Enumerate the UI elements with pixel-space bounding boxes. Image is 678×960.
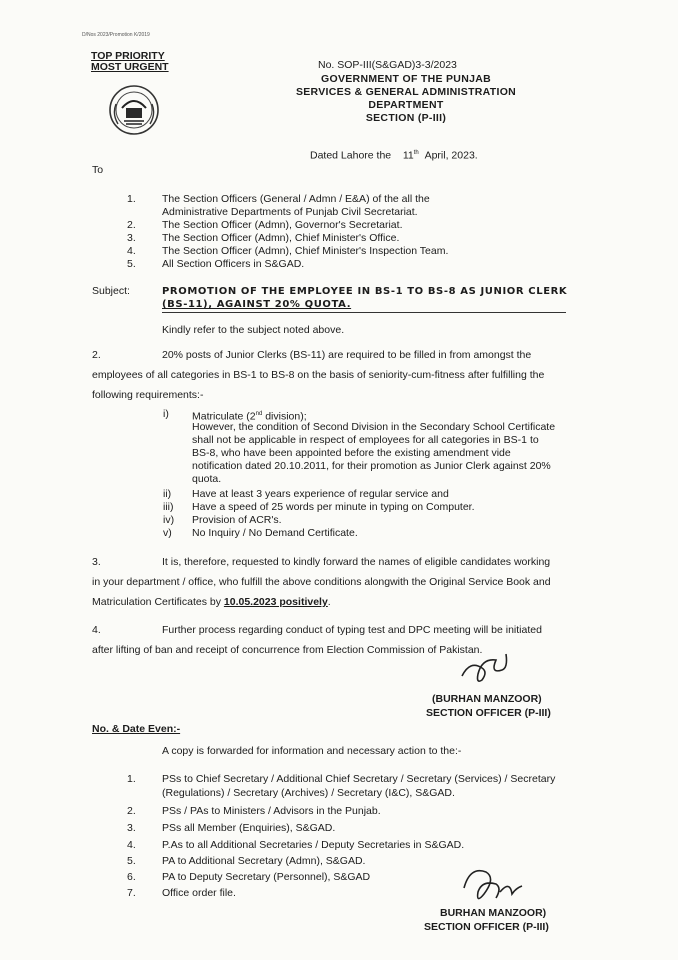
recipient-number: 1. [127,193,136,205]
header-government: GOVERNMENT OF THE PUNJAB [321,73,491,85]
paragraph-3-line: It is, therefore, requested to kindly forward the names of eligible candidates working [162,556,551,568]
copy-item: PSs / PAs to Ministers / Advisors in the Punjab. [162,805,381,817]
priority-line-1: TOP PRIORITY [91,50,165,62]
recipient-item: The Section Officer (Admn), Chief Minister's Office. [162,232,400,244]
paragraph-4-line: after lifting of ban and receipt of concurrence from Election Commission of Pakistan. [92,644,483,656]
requirement-item: quota. [192,473,222,485]
copy-item: PA to Additional Secretary (Admn), S&GAD. [162,855,366,867]
requirement-item: Provision of ACR's. [192,514,282,526]
header-department-name: SERVICES & GENERAL ADMINISTRATION [295,86,517,98]
requirement-number: iii) [163,501,174,513]
subject-underline [162,312,566,313]
copy-item: PSs all Member (Enquiries), S&GAD. [162,822,336,834]
recipient-item: The Section Officers (General / Admn / E&A) of the all the [162,193,430,205]
subject-label: Subject: [92,285,130,297]
paragraph-number: 3. [92,556,101,568]
intro-text: Kindly refer to the subject noted above. [162,324,345,336]
file-reference: D/Nos 2023/Promotion K/2019 [82,32,150,38]
requirement-item: However, the condition of Second Division in the Secondary School Certificate [192,421,556,433]
signature-1 [452,640,522,694]
subject-line-2: (BS-11), AGAINST 20% QUOTA. [162,299,352,310]
requirement-number: v) [163,527,172,539]
copy-number: 6. [127,871,136,883]
copy-number: 7. [127,887,136,899]
paragraph-3-line: Matriculation Certificates by 10.05.2023 positively. [92,596,331,608]
copy-number: 1. [127,773,136,785]
no-date-even: No. & Date Even:- [92,723,181,735]
paragraph-number: 4. [92,624,101,636]
recipient-item: All Section Officers in S&GAD. [162,258,305,270]
copy-item: Office order file. [162,887,236,899]
requirement-number: iv) [163,514,175,526]
to-label: To [92,164,104,176]
signatory-1-title: SECTION OFFICER (P-III) [426,707,551,719]
punjab-government-emblem [108,84,160,136]
deadline-date: 10.05.2023 positively [223,596,328,608]
requirement-number: ii) [163,488,172,500]
date-line: Dated Lahore the 11th April, 2023. [310,149,478,162]
recipient-number: 3. [127,232,136,244]
subject-line-1: PROMOTION OF THE EMPLOYEE IN BS-1 TO BS-8 AS JUNIOR CLERK [162,286,568,297]
requirement-item: BS-8, who have been appointed before the existing amendment vide [192,447,511,459]
copy-item: PA to Deputy Secretary (Personnel), S&GAD [162,871,371,883]
paragraph-2-line: employees of all categories in BS-1 to BS-8 on the basis of seniority-cum-fitness after fulfilling the [92,369,545,381]
copy-item: PSs to Chief Secretary / Additional Chief Secretary / Secretary (Services) / Secretary [162,773,556,785]
signatory-2-name: BURHAN MANZOOR) [440,907,547,919]
requirement-item: Have a speed of 25 words per minute in typing on Computer. [192,501,475,513]
copy-number: 2. [127,805,136,817]
signatory-1-name: (BURHAN MANZOOR) [432,693,542,705]
paragraph-4-line: Further process regarding conduct of typing test and DPC meeting will be initiated [162,624,542,636]
recipient-item: Administrative Departments of Punjab Civil Secretariat. [162,206,418,218]
requirement-item: No Inquiry / No Demand Certificate. [192,527,358,539]
paragraph-2-line: following requirements:- [92,389,204,401]
requirement-item: Have at least 3 years experience of regular service and [192,488,449,500]
recipient-item: The Section Officer (Admn), Chief Minister's Inspection Team. [162,245,449,257]
recipient-number: 5. [127,258,136,270]
requirement-item: Matriculate (2nd division); [192,410,307,423]
requirement-item: notification dated 20.10.2011, for their promotion as Junior Clerk against 20% [192,460,551,472]
recipient-number: 2. [127,219,136,231]
requirement-number: i) [163,408,169,420]
copy-number: 4. [127,839,136,851]
copy-number: 3. [127,822,136,834]
signatory-2-title: SECTION OFFICER (P-III) [424,921,549,933]
copy-item: P.As to all Additional Secretaries / Deputy Secretaries in S&GAD. [162,839,465,851]
header-section: SECTION (P-III) [365,112,447,124]
paragraph-number: 2. [92,349,101,361]
copy-intro: A copy is forwarded for information and necessary action to the:- [162,745,462,757]
letter-number: No. SOP-III(S&GAD)3-3/2023 [318,59,457,71]
paragraph-3-line: in your department / office, who fulfill the above conditions alongwith the Original Service Book and [92,576,551,588]
recipient-number: 4. [127,245,136,257]
copy-item: (Regulations) / Secretary (Archives) / Secretary (I&C), S&GAD. [162,787,455,799]
copy-number: 5. [127,855,136,867]
requirement-item: shall not be applicable in respect of employees for all categories in BS-1 to [192,434,539,446]
recipient-item: The Section Officer (Admn), Governor's Secretariat. [162,219,403,231]
priority-line-2: MOST URGENT [91,61,169,73]
paragraph-2-line: 20% posts of Junior Clerks (BS-11) are required to be filled in from amongst the [162,349,532,361]
header-department: DEPARTMENT [368,99,444,111]
